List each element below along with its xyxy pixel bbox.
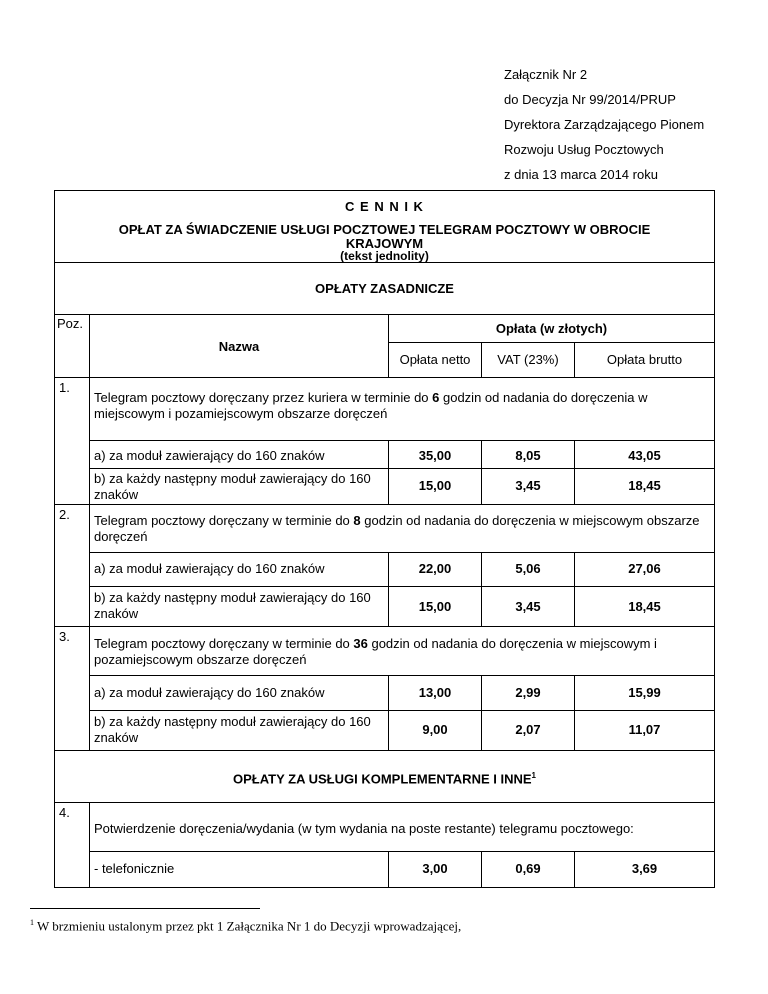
table-cell-vat: 2,99	[515, 685, 541, 700]
table-cell-gross: 43,05	[628, 448, 661, 463]
header-line: z dnia 13 marca 2014 roku	[504, 167, 658, 182]
cennik-subtitle-line3: (tekst jednolity)	[340, 249, 429, 263]
column-header-poz: Poz.	[57, 316, 84, 331]
group-number: 4.	[59, 805, 70, 820]
table-cell-net: 3,00	[422, 861, 448, 876]
header-line: Załącznik Nr 2	[504, 67, 588, 82]
table-cell-net: 15,00	[418, 478, 452, 493]
group-number: 2.	[59, 507, 70, 522]
column-header-vat: VAT (23%)	[497, 352, 559, 367]
header-line: Rozwoju Usług Pocztowych	[504, 142, 664, 157]
footnote-divider	[30, 908, 260, 909]
column-header-name: Nazwa	[218, 339, 260, 354]
document-header	[504, 62, 704, 187]
column-header-fee: Opłata (w złotych)	[495, 321, 608, 336]
group-description: Telegram pocztowy doręczany przez kuriera w terminie do 6 godzin od nadania do doręczenia w miejscowym i pozamiejscowym obszarze doręczeń	[94, 390, 648, 421]
table-row-name: a) za moduł zawierający do 160 znaków	[94, 448, 325, 463]
section-heading-complementary: OPŁATY ZA USŁUGI KOMPLEMENTARNE I INNE$^1$	[233, 771, 536, 787]
table-row-name: b) za każdy następny moduł zawierający do 160 znaków	[94, 590, 371, 621]
cennik-title: C E N N I K	[345, 199, 424, 214]
table-row-name: b) za każdy następny moduł zawierający do 160 znaków	[94, 471, 371, 502]
table-cell-net: 13,00	[418, 685, 452, 700]
column-header-gross: Opłata brutto	[606, 352, 683, 367]
group-number: 3.	[59, 629, 70, 644]
group-description: Telegram pocztowy doręczany w terminie do 36 godzin od nadania do doręczenia w miejscowym i pozamiejscowym obszarze doręczeń	[94, 636, 657, 667]
table-cell-net: 35,00	[418, 448, 452, 463]
header-line: Dyrektora Zarządzającego Pionem	[504, 117, 705, 132]
group-number: 1.	[59, 380, 70, 395]
table-row-name: a) za moduł zawierający do 160 znaków	[94, 685, 325, 700]
table-cell-gross: 18,45	[628, 599, 661, 614]
table-cell-vat: 3,45	[515, 478, 541, 493]
table-cell-vat: 0,69	[515, 861, 541, 876]
table-cell-net: 22,00	[418, 561, 452, 576]
table-cell-gross: 3,69	[631, 861, 658, 876]
table-cell-vat: 3,45	[515, 599, 541, 614]
column-header-net: Opłata netto	[399, 352, 471, 367]
table-cell-gross: 11,07	[628, 722, 661, 737]
cennik-subtitle-line2: KRAJOWYM	[345, 236, 424, 251]
table-cell-vat: 8,05	[515, 448, 541, 463]
footnote: $^1$ W brzmieniu ustalonym przez pkt 1 Załącznika Nr 1 do Decyzji wprowadzającej,	[30, 918, 462, 934]
table-cell-net: 15,00	[418, 599, 452, 614]
table-cell-gross: 18,45	[628, 478, 661, 493]
table-row-name: a) za moduł zawierający do 160 znaków	[94, 561, 325, 576]
group-description: Potwierdzenie doręczenia/wydania (w tym wydania na poste restante) telegramu pocztowego:	[94, 821, 634, 836]
cennik-subtitle-line1: OPŁAT ZA ŚWIADCZENIE USŁUGI POCZTOWEJ TELEGRAM POCZTOWY W OBROCIE	[118, 222, 651, 237]
group-description: Telegram pocztowy doręczany w terminie do 8 godzin od nadania do doręczenia w miejscowym obszarze doręczeń	[94, 513, 700, 544]
section-heading-basic: OPŁATY ZASADNICZE	[315, 281, 454, 296]
table-row-name: - telefonicznie	[94, 861, 175, 876]
table-cell-net: 9,00	[422, 722, 448, 737]
table-cell-gross: 27,06	[628, 561, 661, 576]
table-row-name: b) za każdy następny moduł zawierający do 160 znaków	[94, 714, 371, 745]
table-cell-vat: 2,07	[515, 722, 541, 737]
table-cell-vat: 5,06	[515, 561, 541, 576]
table-cell-gross: 15,99	[628, 685, 661, 700]
header-line: do Decyzja Nr 99/2014/PRUP	[504, 92, 676, 107]
